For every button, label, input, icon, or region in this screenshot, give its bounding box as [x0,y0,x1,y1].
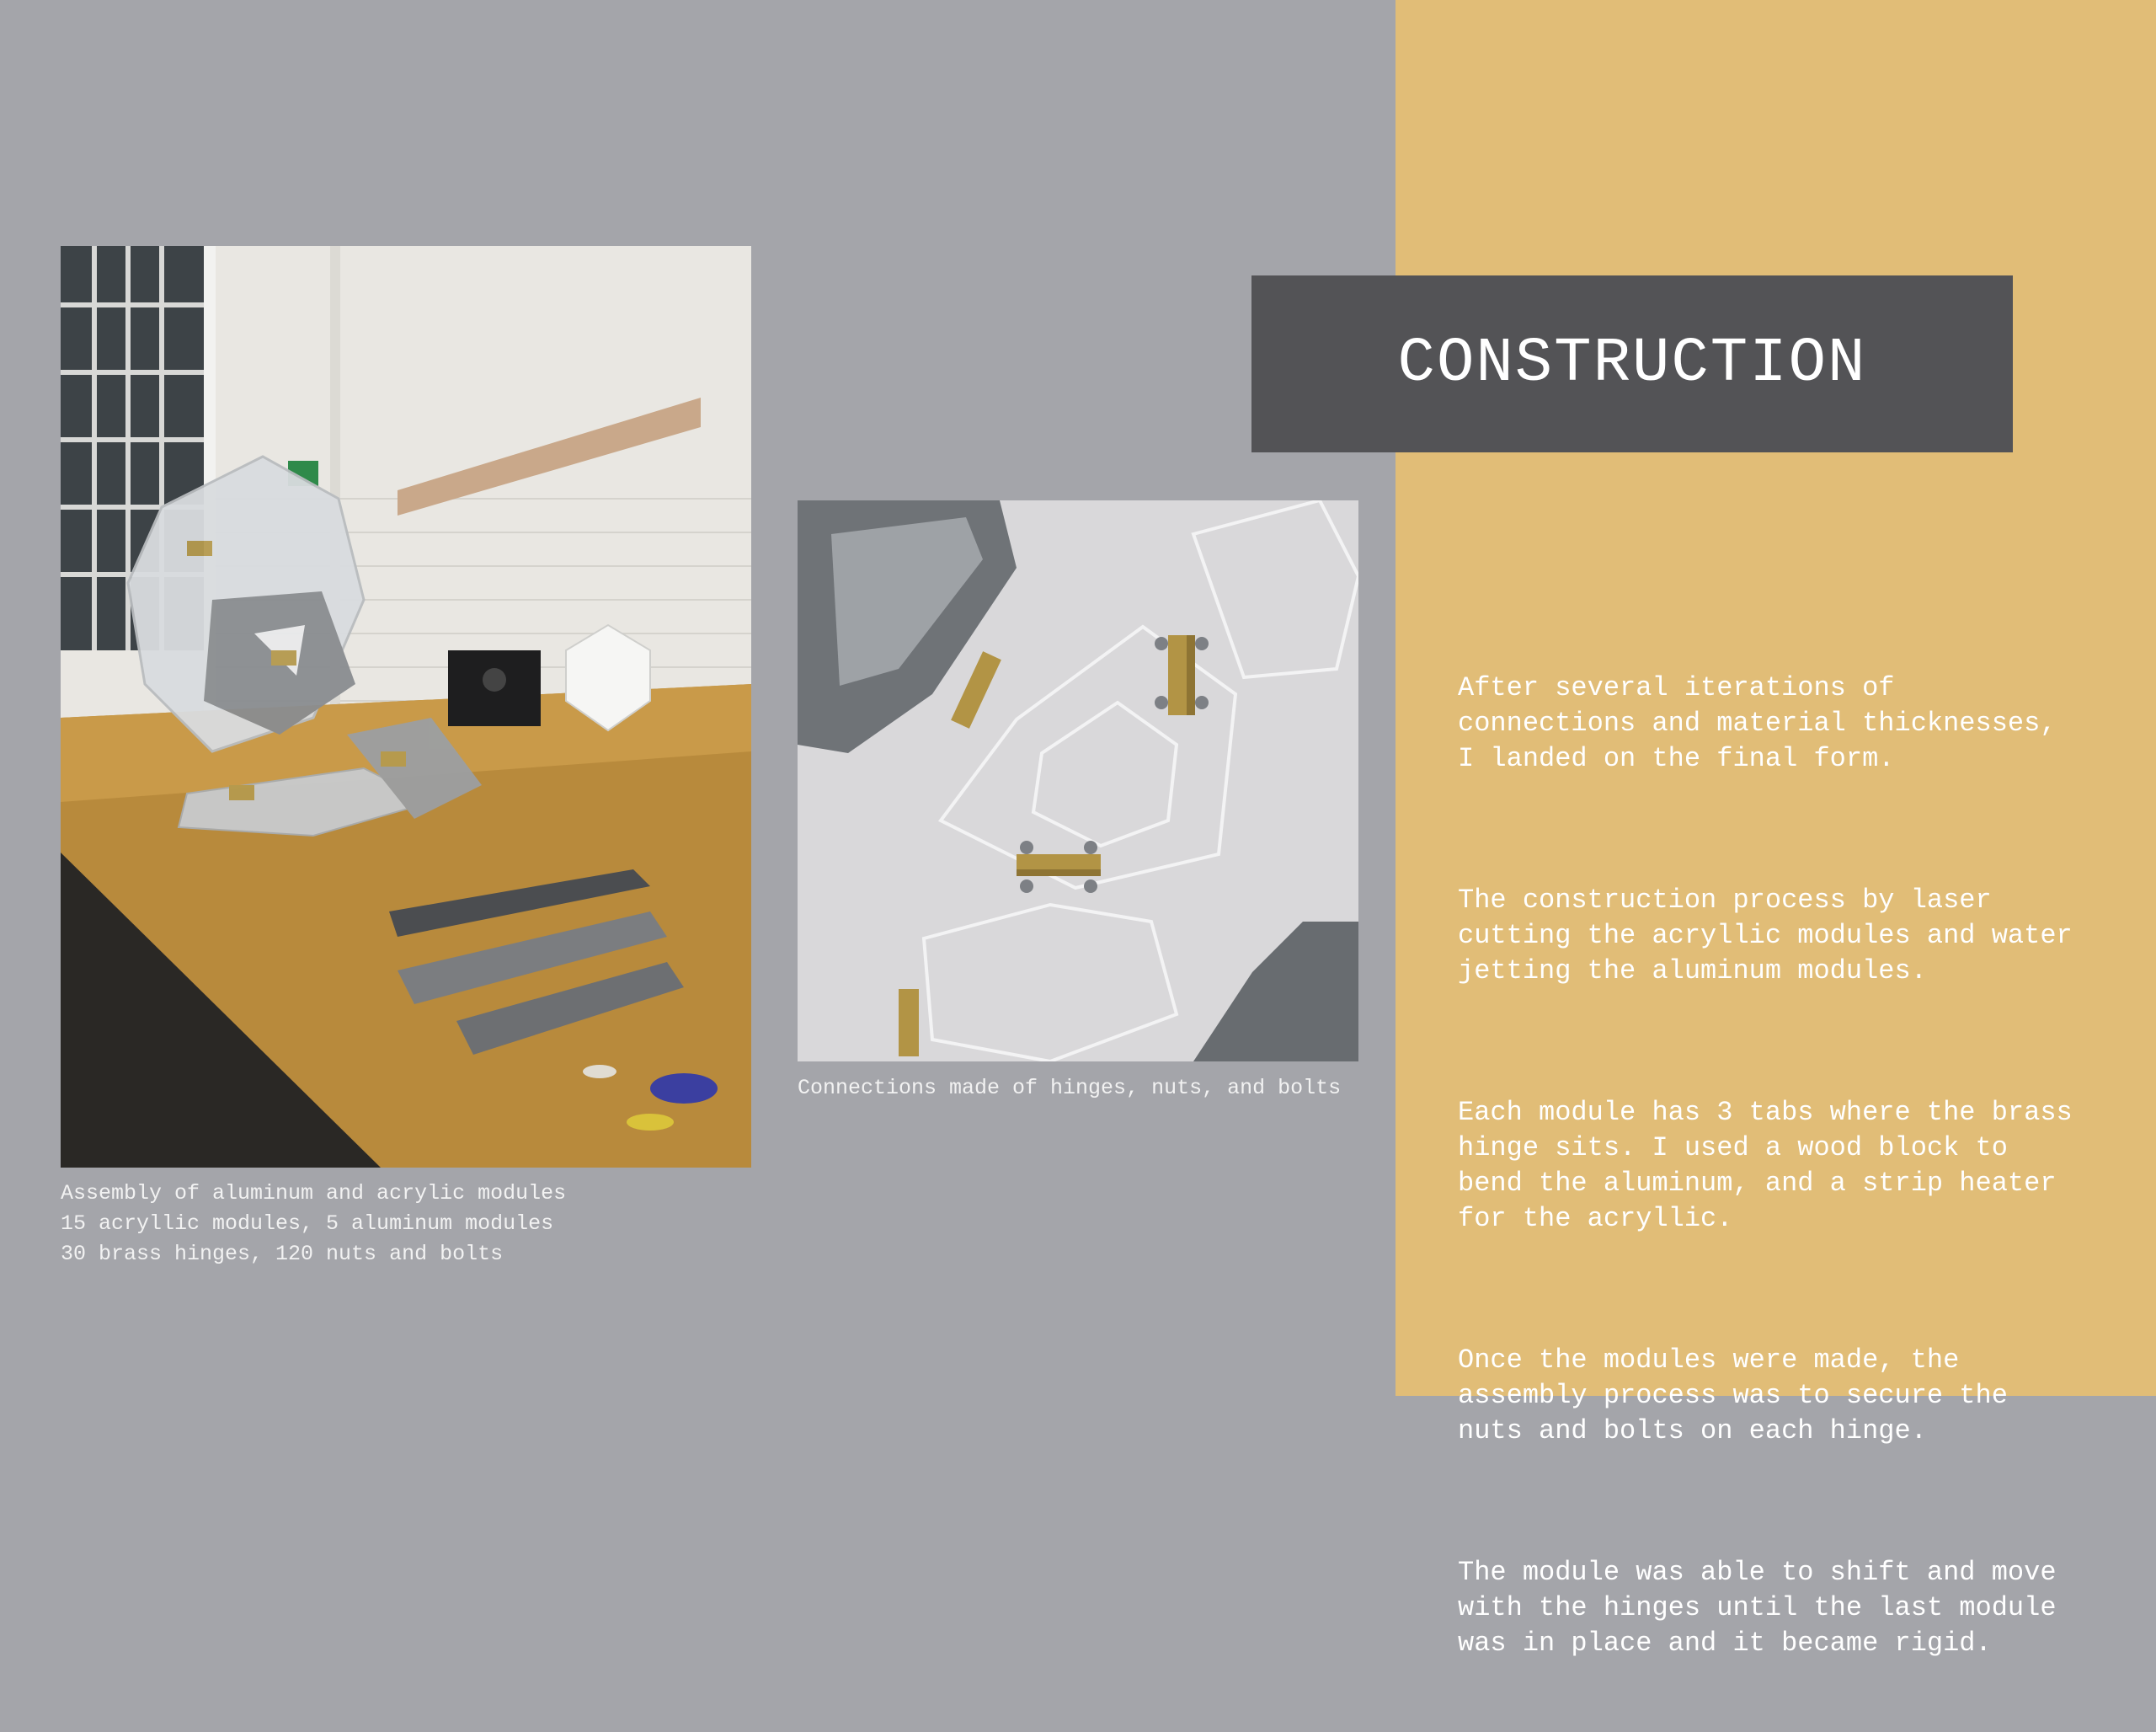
connections-caption: Connections made of hinges, nuts, and bolts [798,1076,1342,1100]
paragraph-4: Once the modules were made, the assembly process was to secure the nuts and bolts on each hinge. [1458,1344,2008,1446]
assembly-caption-line-3: 30 brass hinges, 120 nuts and bolts [61,1242,504,1266]
connections-photo [798,500,1358,1061]
assembly-caption [61,1179,566,1270]
paragraph-2: The construction process by laser cutting the acryllic modules and water jetting the aluminum modules. [1458,885,2073,986]
assembly-photo [61,246,751,1168]
paragraph-5: The module was able to shift and move with the hinges until the last module was in place and it became rigid. [1458,1557,2057,1659]
title-box [1251,275,2013,452]
body-text [1458,600,2144,1732]
assembly-caption-line-2: 15 acryllic modules, 5 aluminum modules [61,1211,554,1236]
page-title: CONSTRUCTION [1397,329,1867,399]
assembly-caption-line-1: Assembly of aluminum and acrylic modules [61,1181,567,1205]
paragraph-1: After several iterations of connections and material thicknesses, I landed on the final form. [1458,672,2057,774]
paragraph-3: Each module has 3 tabs where the brass hinge sits. I used a wood block to bend the aluminum, and a strip heater for the acryllic. [1458,1097,2073,1234]
